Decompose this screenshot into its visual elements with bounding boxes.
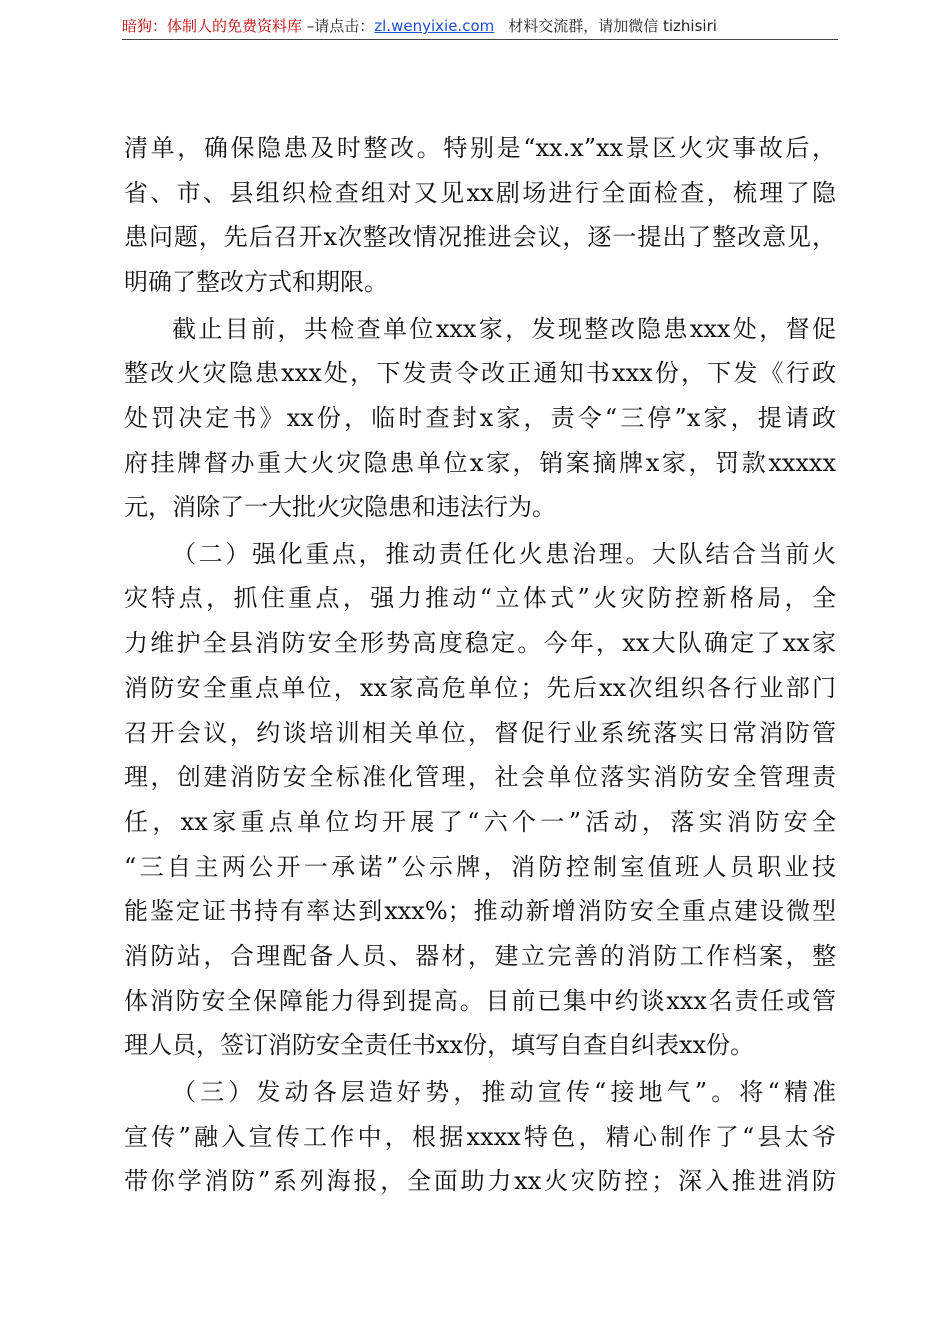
paragraph-4 <box>124 1070 836 1204</box>
text-line: “三自主两公开一承诺”公示牌，消防控制室值班人员职业技 <box>124 852 836 881</box>
text-line: 能鉴定证书持有率达到xxx%；推动新增消防安全重点建设微型 <box>124 897 836 926</box>
header-click-prompt: –请点击： <box>302 17 375 35</box>
text-line: 体消防安全保障能力得到提高。目前已集中约谈xxx名责任或管 <box>124 986 836 1015</box>
text-line: 宣传”融入宣传工作中，根据xxxx特色，精心制作了“县太爷 <box>124 1122 836 1151</box>
text-line: 消防安全重点单位，xx家高危单位；先后xx次组织各行业部门 <box>124 673 836 702</box>
text-line: （二）强化重点，推动责任化火患治理。大队结合当前火 <box>172 539 836 568</box>
text-line: 理人员，签订消防安全责任书xx份，填写自查自纠表xx份。 <box>124 1031 755 1060</box>
text-line: 消防站，合理配备人员、器材，建立完善的消防工作档案，整 <box>124 941 836 970</box>
text-line: 带你学消防”系列海报，全面助力xx火灾防控；深入推进消防 <box>124 1167 836 1196</box>
text-line: 患问题，先后召开x次整改情况推进会议，逐一提出了整改意见， <box>124 223 836 252</box>
page-header <box>122 14 838 38</box>
text-line: 府挂牌督办重大火灾隐患单位x家，销案摘牌x家，罚款xxxxx <box>124 448 836 477</box>
header-contact: 材料交流群，请加微信 tizhisiri <box>508 17 717 35</box>
text-line: 省、市、县组织检查组对又见xx剧场进行全面检查，梳理了隐 <box>124 178 836 207</box>
paragraph-3 <box>124 532 836 1068</box>
text-line: 元，消除了一大批火灾隐患和违法行为。 <box>124 493 556 522</box>
text-line: 任，xx家重点单位均开展了“六个一”活动，落实消防安全 <box>124 807 836 836</box>
text-line: 理，创建消防安全标准化管理，社会单位落实消防安全管理责 <box>124 763 836 792</box>
header-brand: 暗狗：体制人的免费资料库 <box>122 17 303 35</box>
text-line: 灾特点，抓住重点，强力推动“立体式”火灾防控新格局，全 <box>124 584 836 613</box>
text-line: 力维护全县消防安全形势高度稳定。今年，xx大队确定了xx家 <box>124 629 836 658</box>
paragraph-2 <box>124 307 836 530</box>
text-line: 召开会议，约谈培训相关单位，督促行业系统落实日常消防管 <box>124 718 836 747</box>
document-body <box>124 126 836 1204</box>
text-line: 明确了整改方式和期限。 <box>124 268 388 297</box>
header-link[interactable]: zl.wenyixie.com <box>374 17 495 35</box>
header-divider <box>122 39 838 40</box>
text-line: 截止目前，共检查单位xxx家，发现整改隐患xxx处，督促 <box>172 314 836 343</box>
text-line: 处罚决定书》xx份，临时查封x家，责令“三停”x家，提请政 <box>124 403 836 432</box>
text-line: 整改火灾隐患xxx处，下发责令改正通知书xxx份，下发《行政 <box>124 359 836 388</box>
text-line: （三）发动各层造好势，推动宣传“接地气”。将“精准 <box>172 1077 836 1106</box>
text-line: 清单，确保隐患及时整改。特别是“xx.x”xx景区火灾事故后， <box>124 134 836 162</box>
paragraph-1 <box>124 126 836 305</box>
